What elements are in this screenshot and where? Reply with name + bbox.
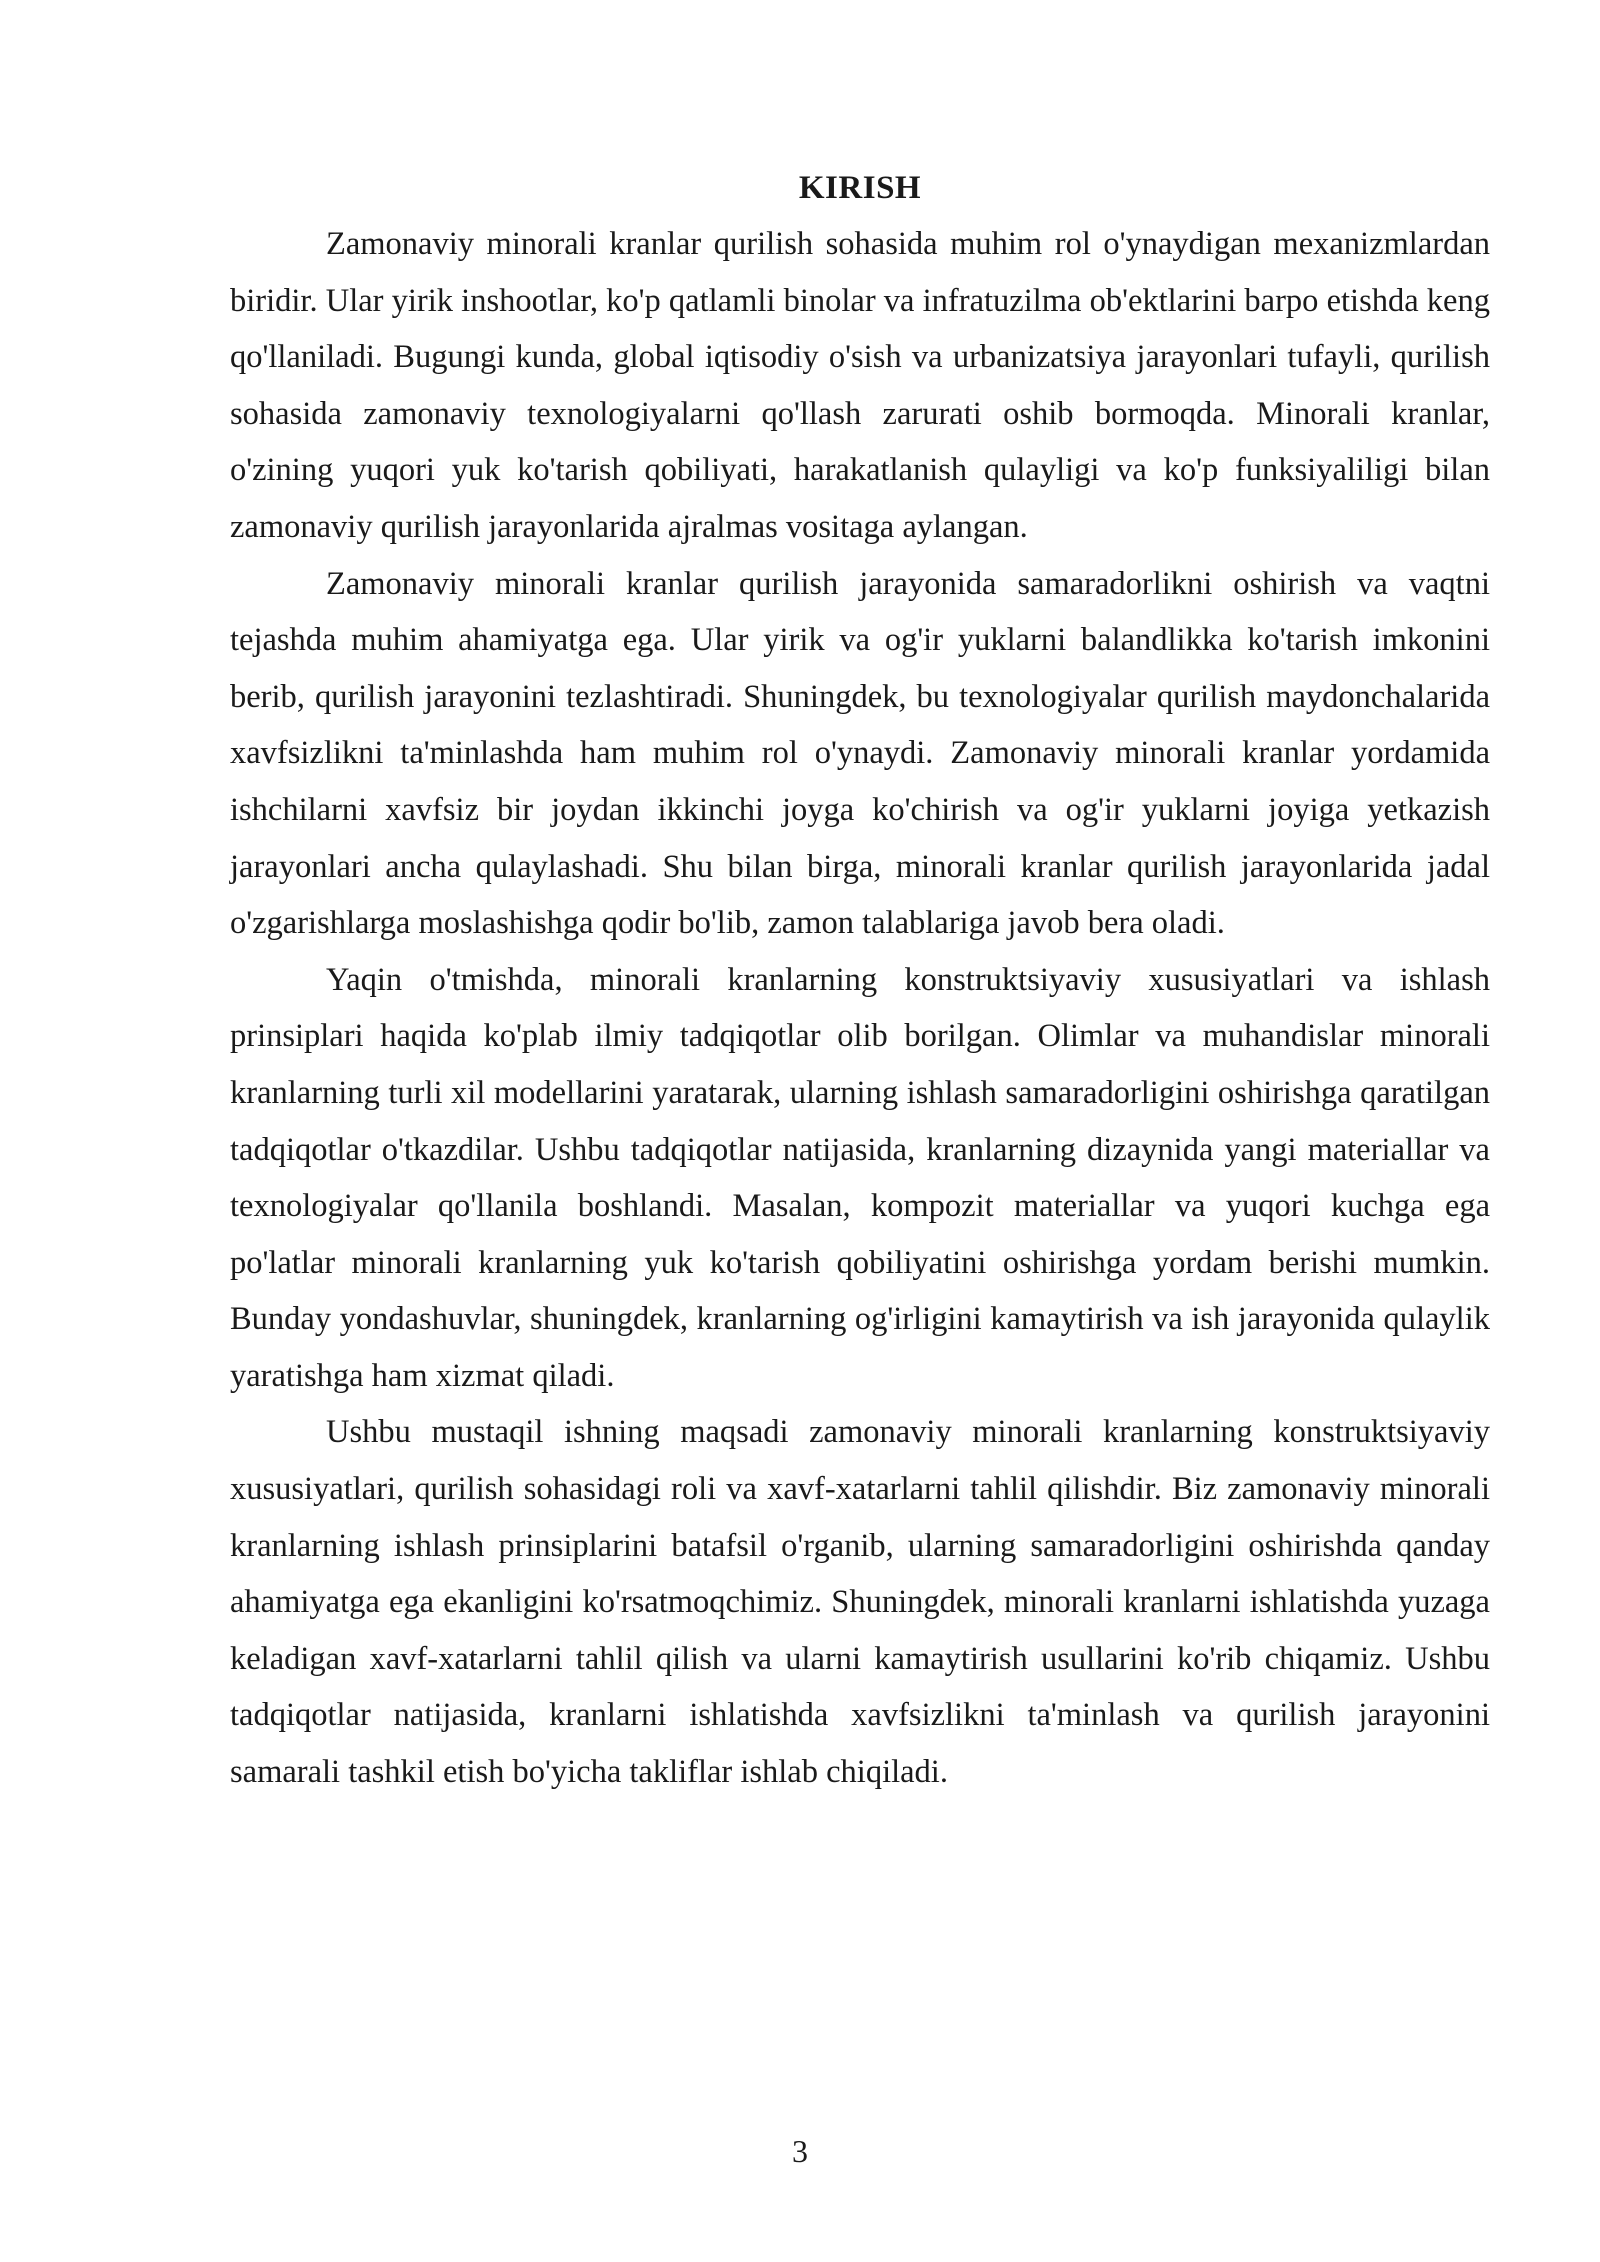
page-number: 3	[792, 2133, 808, 2169]
section-title: KIRISH	[798, 170, 922, 206]
paragraph: Ushbu mustaqil ishning maqsadi zamonaviy minorali kranlarning konstruktsiyaviy xususiyatlari, qurilish sohasidagi roli va xavf-xatarlarni tahlil qilishdir. Biz zamonaviy minorali kranlarning ishlash prinsiplarini batafsil o'rganib, ularning samaradorligini oshirishda qanday ahamiyatga ega ekanligini ko'rsatmoqchimiz. Shuningdek, minorali kranlarni ishlatishda yuzaga keladigan xavf-xatarlarni tahlil qilish va ularni kamaytirish usullarini ko'rib chiqamiz. Ushbu tadqiqotlar natijasida, kranlarni ishlatishda xavfsizlikni ta'minlash va qurilish jarayonini samarali tashkil etish bo'yicha takliflar ishlab chiqiladi.	[230, 1414, 1490, 1791]
paragraph: Zamonaviy minorali kranlar qurilish jarayonida samaradorlikni oshirish va vaqtni tejashda muhim ahamiyatga ega. Ular yirik va og'ir yuklarni balandlikka ko'tarish imkonini berib, qurilish jarayonini tezlashtiradi. Shuningdek, bu texnologiyalar qurilish maydonchalarida xavfsizlikni ta'minlashda ham muhim rol o'ynaydi. Zamonaviy minorali kranlar yordamida ishchilarni xavfsiz bir joydan ikkinchi joyga ko'chirish va og'ir yuklarni joyiga yetkazish jarayonlari ancha qulaylashadi. Shu bilan birga, minorali kranlar qurilish jarayonlarida jadal o'zgarishlarga moslashishga qodir bo'lib, zamon talablariga javob bera oladi.	[230, 565, 1490, 942]
paragraph: Yaqin o'tmishda, minorali kranlarning konstruktsiyaviy xususiyatlari va ishlash prinsiplari haqida ko'plab ilmiy tadqiqotlar olib borilgan. Olimlar va muhandislar minorali kranlarning turli xil modellarini yaratarak, ularning ishlash samaradorligini oshirishga qaratilgan tadqiqotlar o'tkazdilar. Ushbu tadqiqotlar natijasida, kranlarning dizaynida yangi materiallar va texnologiyalar qo'llanila boshlandi. Masalan, kompozit materiallar va yuqori kuchga ega po'latlar minorali kranlarning yuk ko'tarish qobiliyatini oshirishga yordam berishi mumkin. Bunday yondashuvlar, shuningdek, kranlarning og'irligini kamaytirish va ish jarayonida qulaylik yaratishga ham xizmat qiladi.	[230, 961, 1490, 1394]
paragraph: Zamonaviy minorali kranlar qurilish sohasida muhim rol o'ynaydigan mexanizmlardan biridir. Ular yirik inshootlar, ko'p qatlamli binolar va infratuzilma ob'ektlarini barpo etishda keng qo'llaniladi. Bugungi kunda, global iqtisodiy o'sish va urbanizatsiya jarayonlari tufayli, qurilish sohasida zamonaviy texnologiyalarni qo'llash zarurati oshib bormoqda. Minorali kranlar, o'zining yuqori yuk ko'tarish qobiliyati, harakatlanish qulayligi va ko'p funksiyaliligi bilan zamonaviy qurilish jarayonlarida ajralmas vositaga aylangan.	[230, 226, 1490, 545]
document-page	[230, 160, 1490, 1801]
